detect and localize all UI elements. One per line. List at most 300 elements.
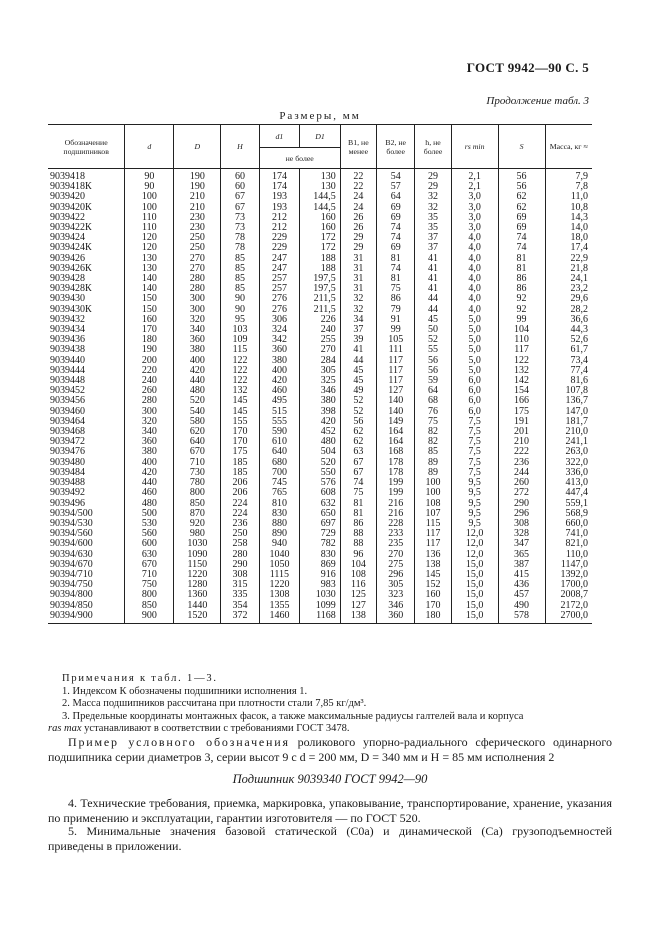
- table-cell: 300: [174, 294, 221, 304]
- paragraph-5: 5. Минимальные значения базовой статической (C0a) и динамической (Ca) грузоподъемностей приведены в приложении.: [48, 824, 612, 853]
- table-cell: 224: [221, 499, 259, 509]
- table-cell: 190: [174, 169, 221, 183]
- table-cell: 138: [340, 611, 376, 624]
- table-cell: 296: [377, 570, 415, 580]
- table-cell: 210: [174, 192, 221, 202]
- table-cell: 78: [221, 233, 259, 243]
- table-cell: 5,0: [451, 366, 498, 376]
- table-cell: 41: [340, 345, 376, 355]
- table-cell: 660,0: [545, 519, 592, 529]
- table-cell: 45: [340, 376, 376, 386]
- table-cell: 290: [221, 560, 259, 570]
- table-cell: 108: [340, 570, 376, 580]
- table-cell: 4,0: [451, 233, 498, 243]
- table-cell: 741,0: [545, 529, 592, 539]
- table-cell: 100: [415, 478, 451, 488]
- table-cell: 436: [498, 580, 545, 590]
- table-row: [48, 169, 592, 183]
- table-cell: 130: [300, 169, 341, 183]
- table-cell: 9,5: [451, 478, 498, 488]
- table-cell: 56: [415, 356, 451, 366]
- table-cell: 650: [300, 509, 341, 519]
- table-row: [48, 488, 592, 498]
- cell-designation: 90394/630: [50, 548, 93, 560]
- table-cell: 270: [174, 264, 221, 274]
- table-row: [48, 223, 592, 233]
- table-cell: 830: [300, 550, 341, 560]
- table-cell: 480: [300, 437, 341, 447]
- table-cell: 41: [415, 264, 451, 274]
- table-cell: 380: [174, 345, 221, 355]
- table-cell: 4,0: [451, 305, 498, 315]
- designation-example: Подшипник 9039340 ГОСТ 9942—90: [232, 772, 428, 786]
- table-cell: 60: [221, 169, 259, 183]
- cell-designation: 9039472: [50, 436, 85, 448]
- table-cell: 620: [174, 427, 221, 437]
- table-cell: 4,0: [451, 294, 498, 304]
- table-cell: 5,0: [451, 325, 498, 335]
- table-cell: 67: [340, 458, 376, 468]
- table-cell: 172: [300, 233, 341, 243]
- table-cell: 780: [174, 478, 221, 488]
- table-cell: 52: [340, 407, 376, 417]
- table-row: [48, 437, 592, 447]
- table-cell: 29: [340, 233, 376, 243]
- table-row: [48, 315, 592, 325]
- table-row: [48, 407, 592, 417]
- table-cell: 2172,0: [545, 601, 592, 611]
- col-D1: D1: [300, 125, 341, 148]
- table-cell: 160: [300, 223, 341, 233]
- table-cell: 4,0: [451, 284, 498, 294]
- table-cell: 590: [259, 427, 300, 437]
- table-cell: 380: [259, 356, 300, 366]
- table-cell: 5,0: [451, 345, 498, 355]
- table-cell: 130: [125, 264, 174, 274]
- table-cell: 440: [174, 376, 221, 386]
- table-cell: 35: [415, 213, 451, 223]
- table-cell: 328: [498, 529, 545, 539]
- table-cell: 257: [259, 274, 300, 284]
- cell-designation: 90394/500: [50, 507, 93, 519]
- table-row: [48, 233, 592, 243]
- table-cell: 122: [221, 356, 259, 366]
- cell-designation: 9039448: [50, 375, 85, 387]
- table-cell: 697: [300, 519, 341, 529]
- table-row: [48, 203, 592, 213]
- cell-designation: 9039434: [50, 324, 85, 336]
- table-cell: 830: [259, 509, 300, 519]
- table-cell: 67: [221, 192, 259, 202]
- table-cell: 680: [259, 458, 300, 468]
- table-cell: 164: [377, 427, 415, 437]
- table-cell: 495: [259, 396, 300, 406]
- table-cell: 236: [221, 519, 259, 529]
- table-cell: 132: [221, 386, 259, 396]
- table-cell: 387: [498, 560, 545, 570]
- table-cell: 7,5: [451, 468, 498, 478]
- table-cell: 210: [498, 437, 545, 447]
- table-cell: 520: [300, 458, 341, 468]
- table-cell: 210: [174, 203, 221, 213]
- cell-designation: 90394/560: [50, 528, 93, 540]
- table-cell: 7,5: [451, 437, 498, 447]
- table-cell: 270: [300, 345, 341, 355]
- table-cell: 1700,0: [545, 580, 592, 590]
- table-cell: 103: [221, 325, 259, 335]
- col-designation: Обозначение подшипников: [48, 125, 125, 169]
- table-cell: 2008,7: [545, 590, 592, 600]
- table-cell: 235: [377, 539, 415, 549]
- table-cell: 216: [377, 499, 415, 509]
- table-cell: 74: [377, 264, 415, 274]
- table-cell: 1308: [259, 590, 300, 600]
- table-cell: 1150: [174, 560, 221, 570]
- table-cell: 14,0: [545, 223, 592, 233]
- table-row: [48, 356, 592, 366]
- table-cell: 340: [174, 325, 221, 335]
- table-cell: 250: [174, 233, 221, 243]
- table-cell: 78: [221, 243, 259, 253]
- table-cell: 138: [415, 560, 451, 570]
- table-cell: 7,9: [545, 169, 592, 183]
- table-cell: 122: [498, 356, 545, 366]
- table-cell: 1440: [174, 601, 221, 611]
- table-cell: 191: [498, 417, 545, 427]
- table-cell: 270: [377, 550, 415, 560]
- table-cell: 50: [415, 325, 451, 335]
- table-row: [48, 560, 592, 570]
- table-cell: 110: [498, 335, 545, 345]
- table-cell: 500: [125, 509, 174, 519]
- table-cell: 86: [377, 294, 415, 304]
- table-cell: 31: [340, 264, 376, 274]
- table-cell: 632: [300, 499, 341, 509]
- table-cell: 12,0: [451, 539, 498, 549]
- table-cell: 983: [300, 580, 341, 590]
- table-cell: 107,8: [545, 386, 592, 396]
- table-row: [48, 366, 592, 376]
- table-cell: 4,0: [451, 264, 498, 274]
- table-cell: 99: [377, 325, 415, 335]
- table-cell: 3,0: [451, 223, 498, 233]
- note-1: 1. Индексом К обозначены подшипники исполнения 1.: [62, 685, 308, 697]
- table-cell: 74: [377, 233, 415, 243]
- table-cell: 275: [377, 560, 415, 570]
- cell-designation: 9039480: [50, 456, 85, 468]
- table-cell: 1147,0: [545, 560, 592, 570]
- table-cell: 140: [125, 284, 174, 294]
- table-cell: 380: [300, 396, 341, 406]
- table-cell: 21,8: [545, 264, 592, 274]
- table-cell: 260: [125, 386, 174, 396]
- table-cell: 5,0: [451, 335, 498, 345]
- table-cell: 280: [174, 274, 221, 284]
- table-cell: 52,6: [545, 335, 592, 345]
- table-cell: 77,4: [545, 366, 592, 376]
- table-cell: 73: [221, 213, 259, 223]
- table-cell: 247: [259, 264, 300, 274]
- table-cell: 181,7: [545, 417, 592, 427]
- table-cell: 400: [174, 356, 221, 366]
- table-cell: 64: [415, 386, 451, 396]
- table-cell: 154: [498, 386, 545, 396]
- table-cell: 280: [221, 550, 259, 560]
- table-cell: 324: [259, 325, 300, 335]
- table-cell: 142: [498, 376, 545, 386]
- table-cell: 230: [174, 223, 221, 233]
- table-cell: 29: [415, 182, 451, 192]
- table-cell: 490: [498, 601, 545, 611]
- table-cell: 315: [221, 580, 259, 590]
- table-cell: 6,0: [451, 376, 498, 386]
- table-cell: 372: [221, 611, 259, 624]
- table-cell: 800: [125, 590, 174, 600]
- col-B1: B1, не менее: [340, 125, 376, 169]
- table-cell: 110: [125, 223, 174, 233]
- table-cell: 44: [415, 305, 451, 315]
- table-cell: 82: [415, 437, 451, 447]
- table-cell: 7,5: [451, 417, 498, 427]
- table-cell: 1040: [259, 550, 300, 560]
- table-cell: 193: [259, 192, 300, 202]
- table-cell: 190: [125, 345, 174, 355]
- table-cell: 515: [259, 407, 300, 417]
- table-cell: 29: [340, 243, 376, 253]
- example-paragraph: Пример условного обозначения роликового упорно-радиального сферического одинарного подшипника серии диаметров 3, серии высот 9 с d = 200 мм, D = 340 мм и H = 85 мм исполнения 2: [48, 735, 612, 764]
- cell-designation: 9039492: [50, 487, 85, 499]
- table-cell: 540: [174, 407, 221, 417]
- table-cell: 9,5: [451, 519, 498, 529]
- table-cell: 782: [300, 539, 341, 549]
- table-cell: 168: [377, 447, 415, 457]
- table-cell: 140: [377, 396, 415, 406]
- table-cell: 420: [125, 468, 174, 478]
- table-cell: 175: [221, 447, 259, 457]
- table-cell: 185: [221, 458, 259, 468]
- table-cell: 24,1: [545, 274, 592, 284]
- table-row: [48, 509, 592, 519]
- table-row: [48, 213, 592, 223]
- table-cell: 420: [300, 417, 341, 427]
- dimensions-caption: Размеры, мм: [279, 110, 361, 122]
- table-cell: 340: [125, 427, 174, 437]
- table-cell: 69: [498, 213, 545, 223]
- table-cell: 59: [415, 376, 451, 386]
- table-cell: 2,1: [451, 169, 498, 183]
- table-row: [48, 243, 592, 253]
- table-cell: 15,0: [451, 580, 498, 590]
- table-cell: 74: [498, 233, 545, 243]
- table-cell: 90: [221, 305, 259, 315]
- page-header: ГОСТ 9942—90 С. 5: [466, 60, 589, 75]
- table-cell: 81: [377, 254, 415, 264]
- table-cell: 15,0: [451, 611, 498, 624]
- table-cell: 36,6: [545, 315, 592, 325]
- table-cell: 236: [498, 458, 545, 468]
- table-cell: 62: [498, 192, 545, 202]
- table-cell: 81: [340, 509, 376, 519]
- table-cell: 240: [125, 376, 174, 386]
- table-cell: 7,5: [451, 427, 498, 437]
- table-cell: 62: [340, 427, 376, 437]
- table-cell: 460: [125, 488, 174, 498]
- table-cell: 115: [415, 519, 451, 529]
- table-cell: 920: [174, 519, 221, 529]
- cell-designation: 90394/710: [50, 568, 93, 580]
- table-cell: 308: [498, 519, 545, 529]
- table-cell: 74: [498, 243, 545, 253]
- cell-designation: 9039460: [50, 405, 85, 417]
- table-cell: 68: [415, 396, 451, 406]
- table-cell: 57: [377, 182, 415, 192]
- col-h: h, не более: [415, 125, 451, 169]
- table-cell: 37: [340, 325, 376, 335]
- table-cell: 220: [125, 366, 174, 376]
- cell-designation: 9039418: [50, 171, 85, 182]
- cell-designation: 9039422К: [50, 222, 92, 234]
- table-cell: 117: [377, 366, 415, 376]
- table-cell: 122: [221, 366, 259, 376]
- table-row: [48, 305, 592, 315]
- table-cell: 109: [221, 335, 259, 345]
- table-cell: 560: [125, 529, 174, 539]
- table-cell: 85: [221, 274, 259, 284]
- table-cell: 178: [377, 468, 415, 478]
- col-H: H: [221, 125, 259, 169]
- table-cell: 56: [340, 417, 376, 427]
- table-cell: 3,0: [451, 203, 498, 213]
- table-cell: 55: [415, 345, 451, 355]
- table-cell: 6,0: [451, 386, 498, 396]
- table-cell: 305: [300, 366, 341, 376]
- table-cell: 88: [340, 529, 376, 539]
- table-cell: 92: [498, 294, 545, 304]
- table-cell: 85: [221, 284, 259, 294]
- table-cell: 230: [174, 213, 221, 223]
- table-cell: 280: [125, 396, 174, 406]
- notes-title: Примечания к табл. 1—3.: [62, 673, 218, 684]
- table-cell: 152: [415, 580, 451, 590]
- table-cell: 880: [259, 519, 300, 529]
- table-cell: 576: [300, 478, 341, 488]
- table-cell: 75: [377, 284, 415, 294]
- table-cell: 15,0: [451, 590, 498, 600]
- table-cell: 255: [300, 335, 341, 345]
- table-cell: 276: [259, 294, 300, 304]
- table-row: [48, 539, 592, 549]
- table-cell: 7,5: [451, 458, 498, 468]
- table-cell: 132: [498, 366, 545, 376]
- table-cell: 206: [221, 488, 259, 498]
- table-row: [48, 325, 592, 335]
- table-cell: 263,0: [545, 447, 592, 457]
- table-cell: 37: [415, 243, 451, 253]
- table-cell: 32: [340, 294, 376, 304]
- table-cell: 145: [415, 570, 451, 580]
- table-row: [48, 478, 592, 488]
- table-cell: 640: [259, 447, 300, 457]
- note-3-cont: ras max устанавливают в соответствии с требованиями ГОСТ 3478.: [48, 723, 350, 735]
- table-cell: 69: [498, 223, 545, 233]
- table-cell: 730: [174, 468, 221, 478]
- table-row: [48, 611, 592, 624]
- cell-designation: 9039464: [50, 415, 85, 427]
- table-cell: 74: [340, 478, 376, 488]
- table-cell: 24: [340, 203, 376, 213]
- table-cell: 226: [300, 315, 341, 325]
- table-cell: 110: [125, 213, 174, 223]
- table-cell: 233: [377, 529, 415, 539]
- table-cell: 160: [125, 315, 174, 325]
- table-cell: 22,9: [545, 254, 592, 264]
- table-cell: 24: [340, 192, 376, 202]
- table-cell: 750: [125, 580, 174, 590]
- table-cell: 170: [221, 437, 259, 447]
- table-cell: 1099: [300, 601, 341, 611]
- table-cell: 250: [174, 243, 221, 253]
- table-cell: 54: [377, 169, 415, 183]
- table-cell: 5,0: [451, 315, 498, 325]
- table-cell: 300: [125, 407, 174, 417]
- table-cell: 568,9: [545, 509, 592, 519]
- table-cell: 940: [259, 539, 300, 549]
- col-S: S: [498, 125, 545, 169]
- note-3: 3. Предельные координаты монтажных фасок, а также максимальные радиусы галтелей вала и корпуса: [62, 710, 524, 722]
- table-cell: 210,0: [545, 427, 592, 437]
- table-cell: 150: [125, 294, 174, 304]
- notes-block: [48, 673, 608, 736]
- table-cell: 608: [300, 488, 341, 498]
- col-mass: Масса, кг ≈: [545, 125, 592, 169]
- table-row: [48, 550, 592, 560]
- table-row: [48, 519, 592, 529]
- table-row: [48, 417, 592, 427]
- table-cell: 110,0: [545, 550, 592, 560]
- table-cell: 1030: [300, 590, 341, 600]
- table-cell: 360: [259, 345, 300, 355]
- table-cell: 325: [300, 376, 341, 386]
- table-cell: 578: [498, 611, 545, 624]
- table-cell: 460: [259, 386, 300, 396]
- table-cell: 62: [340, 437, 376, 447]
- table-row: [48, 590, 592, 600]
- table-cell: 86: [498, 284, 545, 294]
- table-cell: 670: [125, 560, 174, 570]
- table-row: [48, 254, 592, 264]
- table-cell: 206: [221, 478, 259, 488]
- table-cell: 810: [259, 499, 300, 509]
- table-cell: 308: [221, 570, 259, 580]
- table-cell: 149: [377, 417, 415, 427]
- table-cell: 9,5: [451, 499, 498, 509]
- table-cell: 640: [174, 437, 221, 447]
- table-cell: 197,5: [300, 284, 341, 294]
- table-cell: 346: [300, 386, 341, 396]
- cell-designation: 9039430К: [50, 303, 92, 315]
- cell-designation: 9039436: [50, 334, 85, 346]
- table-cell: 88: [340, 539, 376, 549]
- table-cell: 415: [498, 570, 545, 580]
- table-cell: 100: [125, 203, 174, 213]
- table-cell: 56: [498, 169, 545, 183]
- table-cell: 398: [300, 407, 341, 417]
- table-cell: 276: [259, 305, 300, 315]
- table-row: [48, 427, 592, 437]
- paragraph-4: 4. Технические требования, приемка, маркировка, упаковывание, транспортирование, хранение, указания по применению и эксплуатации, гарантии изготовителя — по ГОСТ 520.: [48, 796, 612, 825]
- cell-designation: 9039440: [50, 354, 85, 366]
- table-cell: 160: [415, 590, 451, 600]
